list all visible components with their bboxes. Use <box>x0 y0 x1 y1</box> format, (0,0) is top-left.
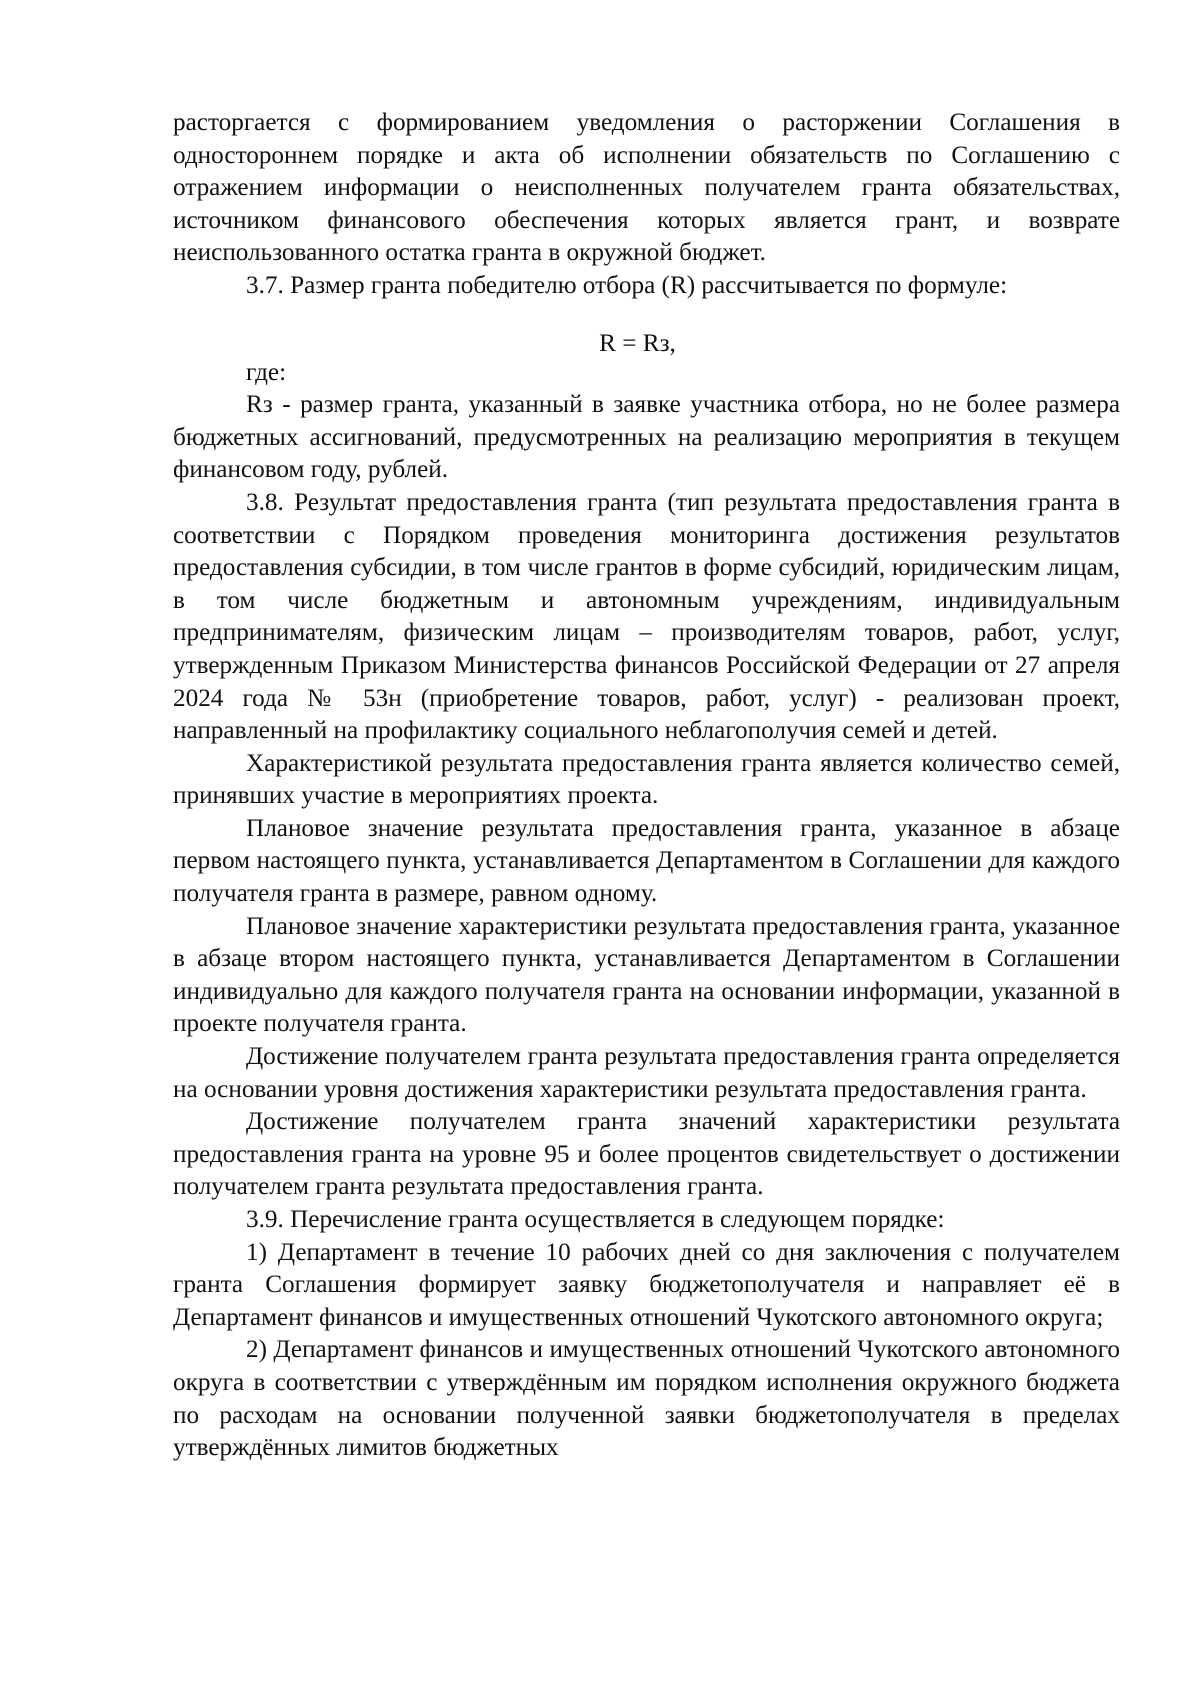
paragraph-achievement-95: Достижение получателем гранта значений характеристики результата предоставления гранта на уровне 95 и более процентов свидетельствует о достижении получателем гранта результата предоставления гранта. <box>173 1108 1120 1201</box>
paragraph-3-7: 3.7. Размер гранта победителю отбора (R) рассчитывается по формуле: <box>246 271 1008 299</box>
paragraph-3-9: 3.9. Перечисление гранта осуществляется в следующем порядке: <box>246 1206 945 1233</box>
paragraph-termination: расторгается с формированием уведомления о расторжении Соглашения в одностороннем порядке и акта об исполнении обязательств по Соглашению с отражением информации о неисполненных получателем гранта обязательствах, источником финансового обеспечения которых является грант, и возврате неиспользованного остатка гранта в окружной бюджет. <box>173 109 1120 267</box>
paragraph-3-9-item-1: 1) Департамент в течение 10 рабочих дней со дня заключения с получателем гранта Соглашения формирует заявку бюджетополучателя и направляет её в Департамент финансов и имущественных отношений Чукотского автономного округа; <box>173 1238 1120 1331</box>
paragraph-planned-result: Плановое значение результата предоставления гранта, указанное в абзаце первом настоящего пункта, устанавливается Департаментом в Соглашении для каждого получателя гранта в размере, равном одному. <box>173 814 1120 908</box>
paragraph-3-9-item-2: 2) Департамент финансов и имущественных отношений Чукотского автономного округа в соответствии с утверждённым им порядком исполнения окружного бюджета по расходам на основании полученной заявки бюджетополучателя в пределах утверждённых лимитов бюджетных <box>173 1336 1120 1462</box>
paragraph-achievement: Достижение получателем гранта результата предоставления гранта определяется на основании уровня достижения характеристики результата предоставления гранта. <box>173 1043 1120 1103</box>
paragraph-planned-characteristic: Плановое значение характеристики результата предоставления гранта, указанное в абзаце втором настоящего пункта, устанавливается Департаментом в Соглашении индивидуально для каждого получателя гранта на основании информации, указанной в проекте получателя гранта. <box>173 912 1120 1038</box>
paragraph-3-8: 3.8. Результат предоставления гранта (тип результата предоставления гранта в соответствии с Порядком проведения мониторинга достижения результатов предоставления субсидии, в том числе грантов в форме субсидий, юридическим лицам, в том числе бюджетным и автономным учреждениям, индивидуальным предпринимателям, физическим лицам – производителям товаров, работ, услуг, утвержденным Приказом Министерства финансов Российской Федерации от 27 апреля 2024 года № 53н (приобретение товаров, работ, услуг) - реализован проект, направленный на профилактику социального неблагополучия семей и детей. <box>173 488 1120 745</box>
formula-text: R = Rз, <box>599 329 676 357</box>
document-page <box>173 107 1120 1465</box>
paragraph-where: где: <box>246 358 287 386</box>
paragraph-characteristic: Характеристикой результата предоставления гранта является количество семей, принявших участие в мероприятиях проекта. <box>173 749 1120 810</box>
paragraph-rz-definition: Rз - размер гранта, указанный в заявке участника отбора, но не более размера бюджетных ассигнований, предусмотренных на реализацию мероприятия в текущем финансовом году, рублей. <box>173 391 1120 484</box>
